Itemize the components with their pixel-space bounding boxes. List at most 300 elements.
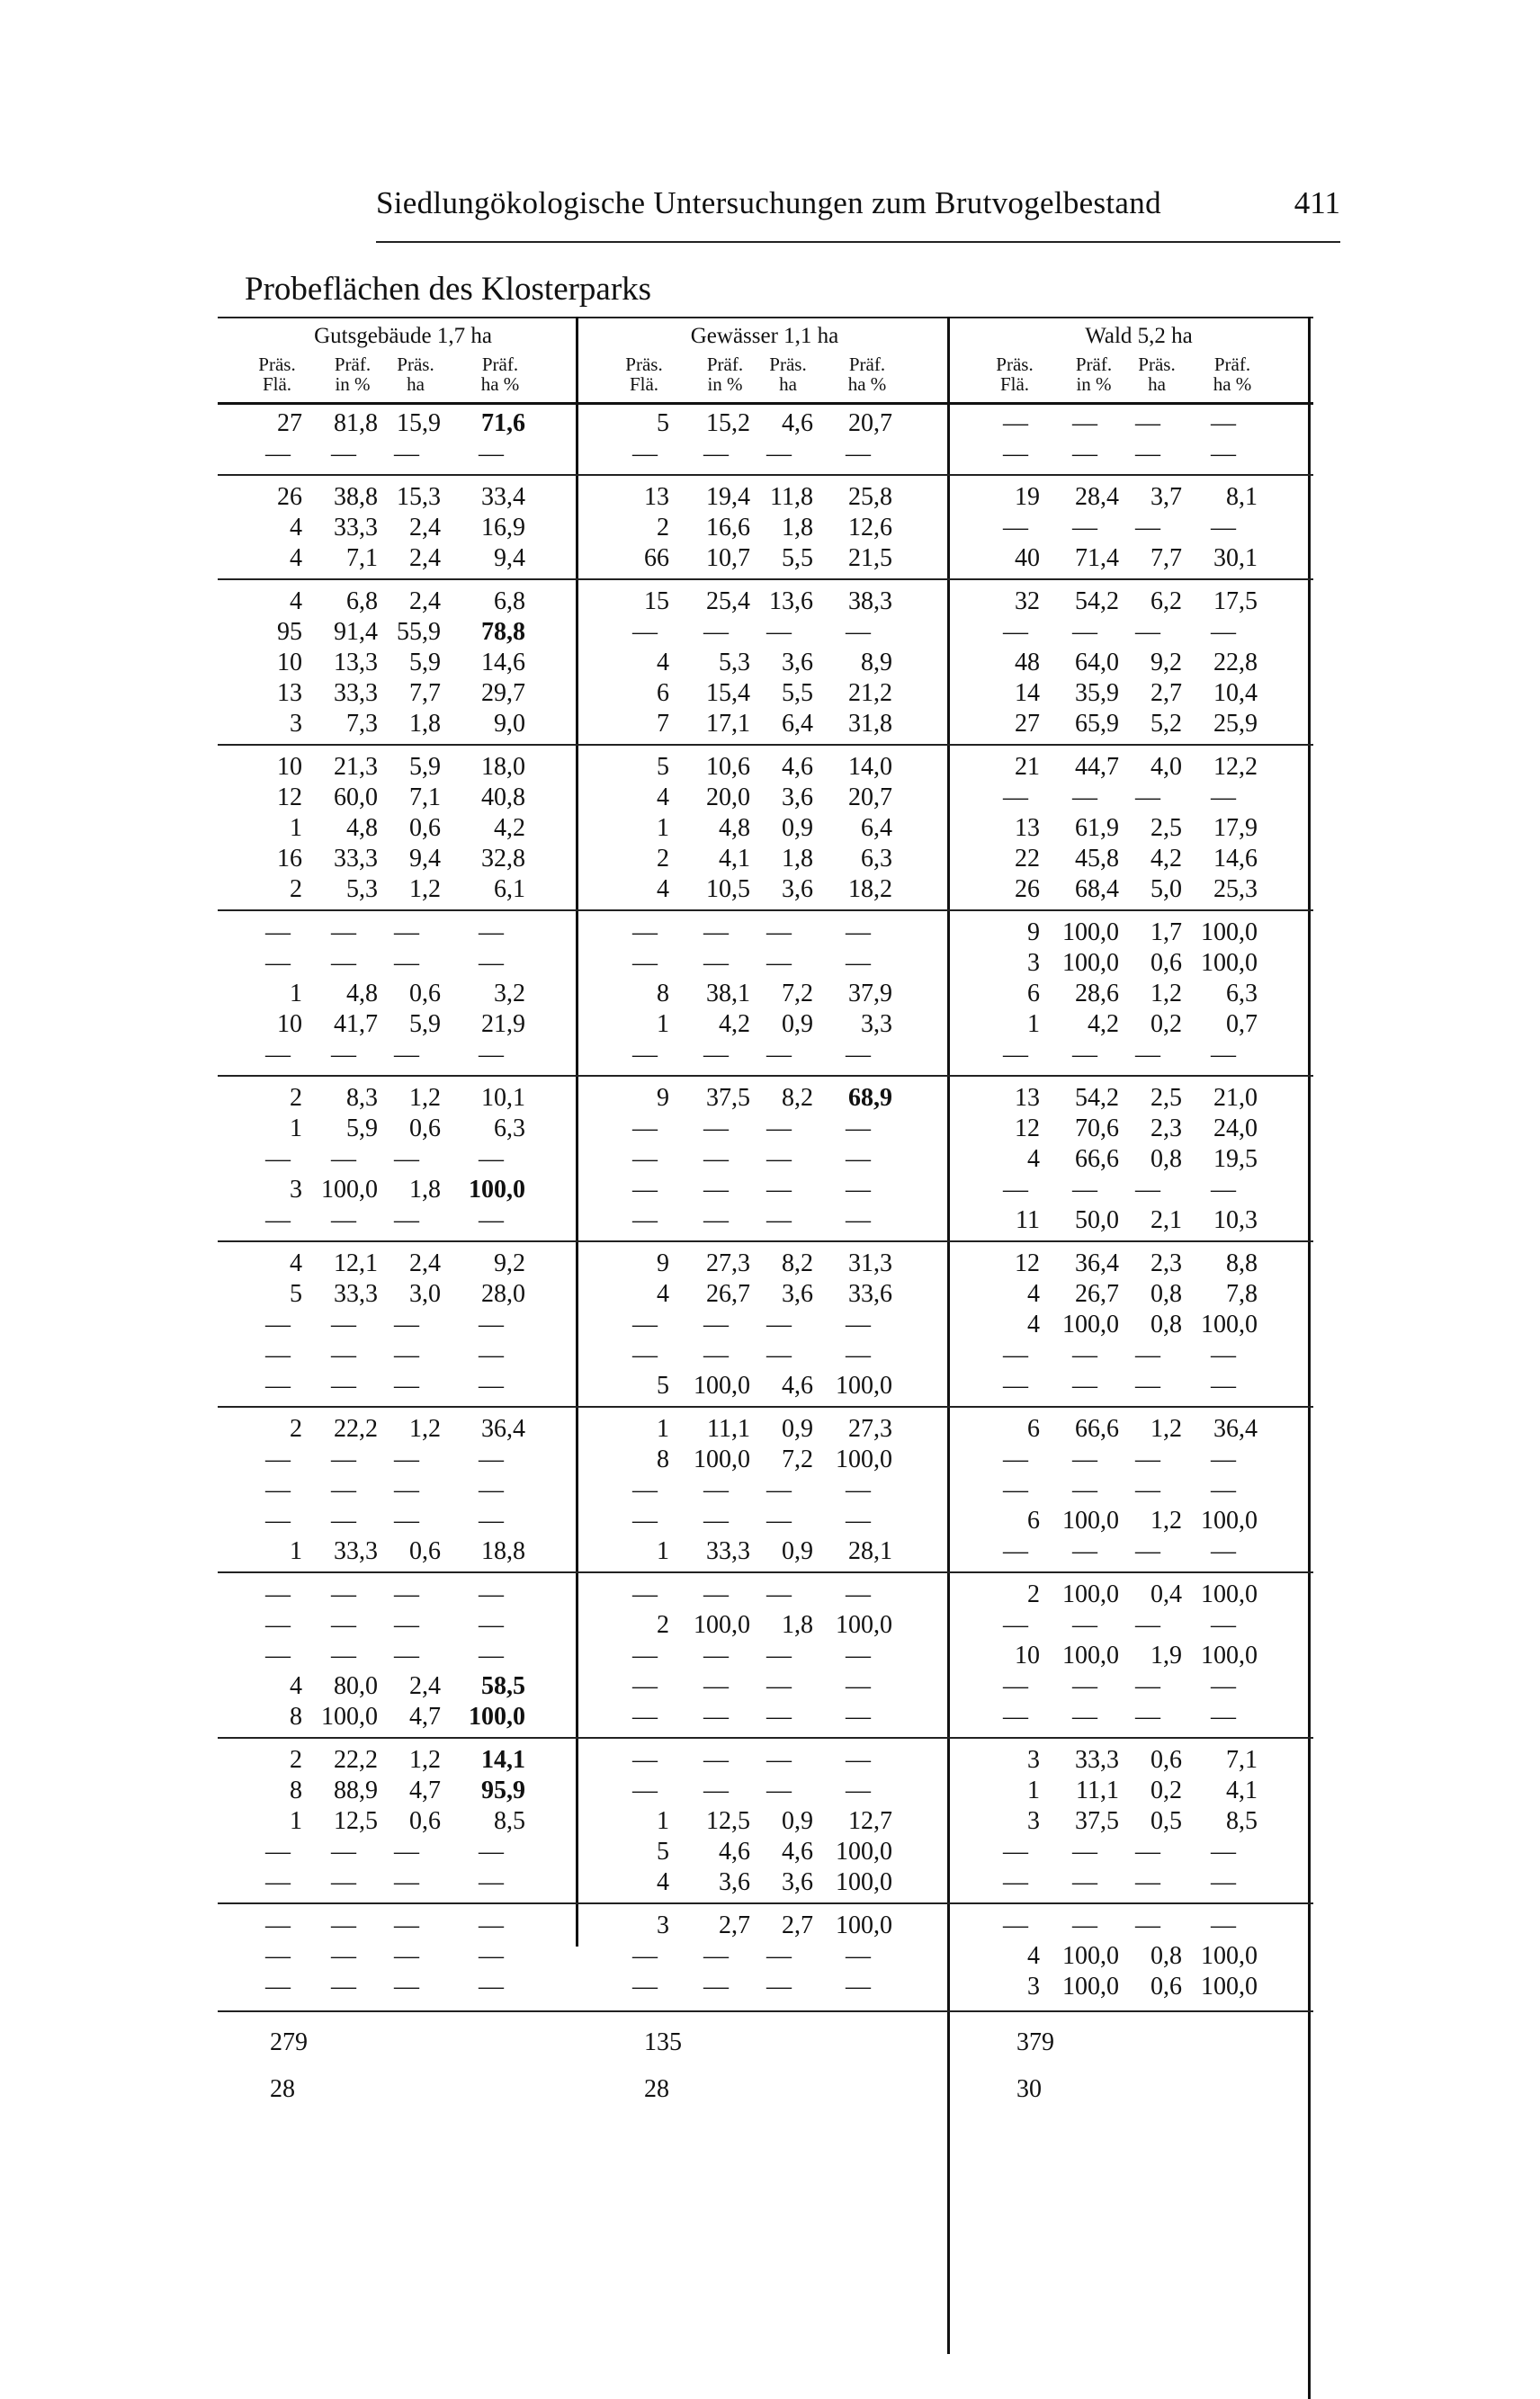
table-cell: — (632, 1176, 658, 1204)
table-cell: 17,9 (1213, 814, 1258, 842)
table-cell: — (394, 918, 419, 946)
table-cell: 0,8 (1151, 1280, 1182, 1308)
table-cell: 9,0 (494, 710, 525, 738)
table-cell: 2 (657, 514, 669, 542)
table-cell: — (265, 1868, 291, 1896)
table-cell: 80,0 (334, 1672, 378, 1700)
table-cell: 16 (277, 845, 302, 873)
table-cell: 1,8 (782, 1611, 813, 1639)
table-cell: — (394, 1973, 419, 2001)
table-cell: — (1003, 1176, 1028, 1204)
table-cell: 12,6 (848, 514, 892, 542)
table-cell: 4,0 (1151, 753, 1182, 781)
table-cell: 3 (290, 710, 302, 738)
table-cell: 20,7 (848, 409, 892, 437)
table-cell: — (703, 1311, 729, 1338)
table-cell: 1 (657, 1537, 669, 1565)
table-cell: — (1003, 1611, 1028, 1639)
table-cell: 6,4 (782, 710, 813, 738)
table-cell: — (1072, 618, 1097, 646)
table-cell: — (703, 1507, 729, 1535)
column-heading: Präf. in % (706, 354, 744, 395)
table-cell: 22,2 (334, 1415, 378, 1443)
table-cell: — (632, 1206, 658, 1234)
table-cell: 61,9 (1075, 814, 1119, 842)
table-cell: — (632, 1777, 658, 1804)
column-heading: Präs. Flä. (258, 354, 296, 395)
table-cell: 19,4 (706, 483, 750, 511)
totals-rule (218, 2010, 1313, 2012)
table-cell: — (703, 918, 729, 946)
table-cell: — (479, 1973, 504, 2001)
table-cell: 10 (1015, 1642, 1040, 1669)
table-cell: — (703, 1145, 729, 1173)
table-cell: — (632, 918, 658, 946)
table-cell: 5 (657, 1372, 669, 1400)
table-cell: — (1135, 1476, 1160, 1504)
table-cell: 3,3 (861, 1010, 892, 1038)
table-cell: 100,0 (1201, 918, 1258, 946)
table-cell: 27 (1015, 710, 1040, 738)
table-cell: — (479, 440, 504, 468)
header-rule (218, 402, 1313, 405)
table-cell: 6 (1027, 1507, 1040, 1535)
table-cell: 0,9 (782, 1415, 813, 1443)
table-cell: — (1135, 1341, 1160, 1369)
table-cell: — (1135, 1611, 1160, 1639)
table-cell: 13 (1015, 814, 1040, 842)
table-cell: 4,6 (719, 1838, 750, 1866)
table-cell: 22,2 (334, 1746, 378, 1774)
column-heading: Präf. ha % (1213, 354, 1252, 395)
total-value: 28 (270, 2075, 295, 2103)
table-cell: 9,2 (494, 1249, 525, 1277)
table-cell: — (632, 1672, 658, 1700)
table-cell: — (846, 1476, 871, 1504)
table-cell: — (394, 1206, 419, 1234)
table-cell: 8,1 (1226, 483, 1258, 511)
table-cell: 4 (657, 1280, 669, 1308)
table-cell: — (632, 1041, 658, 1069)
table-cell: — (331, 1446, 356, 1473)
table-cell: — (265, 1942, 291, 1970)
table-cell: 100,0 (836, 1611, 892, 1639)
table-cell: — (394, 1838, 419, 1866)
table-cell: 29,7 (481, 679, 525, 707)
table-cell: — (846, 1580, 871, 1608)
table-cell: 8 (290, 1777, 302, 1804)
table-cell: 1,8 (782, 845, 813, 873)
table-cell: 5 (657, 409, 669, 437)
table-cell: — (766, 618, 792, 646)
table-cell: 100,0 (1062, 949, 1119, 977)
table-cell: 13 (644, 483, 669, 511)
table-cell: 6 (657, 679, 669, 707)
table-cell: 21,0 (1213, 1084, 1258, 1112)
table-cell: — (1135, 1446, 1160, 1473)
table-cell: — (479, 1446, 504, 1473)
table-cell: — (331, 1341, 356, 1369)
table-cell: 10 (277, 1010, 302, 1038)
table-cell: — (766, 1642, 792, 1669)
table-cell: — (846, 1206, 871, 1234)
table-cell: — (265, 440, 291, 468)
table-cell: — (846, 1703, 871, 1731)
table-cell: 5,9 (409, 649, 441, 676)
table-cell: 81,8 (334, 409, 378, 437)
table-cell: 3 (1027, 1973, 1040, 2001)
table-cell: — (1211, 783, 1236, 811)
table-cell: — (331, 440, 356, 468)
table-cell: 41,7 (334, 1010, 378, 1038)
table-cell: — (1072, 1341, 1097, 1369)
table-cell: — (1072, 1537, 1097, 1565)
table-cell: — (846, 1114, 871, 1142)
table-cell: — (846, 949, 871, 977)
table-cell: — (265, 1145, 291, 1173)
table-cell: — (766, 1176, 792, 1204)
table-cell: 6,8 (346, 587, 378, 615)
table-cell: 0,4 (1151, 1580, 1182, 1608)
table-cell: 65,9 (1075, 710, 1119, 738)
table-cell: 19,5 (1213, 1145, 1258, 1173)
table-cell: 1 (657, 1807, 669, 1835)
table-cell: — (1211, 1868, 1236, 1896)
table-cell: 4,2 (719, 1010, 750, 1038)
table-cell: — (1211, 409, 1236, 437)
table-cell: 8 (290, 1703, 302, 1731)
table-cell: — (1211, 1176, 1236, 1204)
table-cell: — (394, 949, 419, 977)
table-cell: — (766, 918, 792, 946)
table-cell: — (1211, 1838, 1236, 1866)
table-cell: 1,7 (1151, 918, 1182, 946)
table-cell: — (703, 1672, 729, 1700)
table-cell: 100,0 (1201, 1580, 1258, 1608)
table-cell: 5,3 (719, 649, 750, 676)
table-cell: 20,7 (848, 783, 892, 811)
table-cell: — (632, 1703, 658, 1731)
section-divider (218, 1902, 1313, 1904)
table-cell: — (632, 618, 658, 646)
table-cell: 54,2 (1075, 587, 1119, 615)
table-cell: 37,9 (848, 980, 892, 1007)
table-cell: — (1072, 1703, 1097, 1731)
table-cell: — (632, 1942, 658, 1970)
table-cell: 55,9 (397, 618, 441, 646)
table-cell: 8,3 (346, 1084, 378, 1112)
table-cell: 24,0 (1213, 1114, 1258, 1142)
table-cell: 10,7 (706, 544, 750, 572)
table-cell: — (394, 1311, 419, 1338)
table-cell: 12,5 (706, 1807, 750, 1835)
table-cell: 2 (657, 845, 669, 873)
table-cell: 8 (657, 1446, 669, 1473)
table-cell: 6,2 (1151, 587, 1182, 615)
table-cell: — (703, 618, 729, 646)
table-cell: — (331, 1580, 356, 1608)
table-cell: 37,5 (1075, 1807, 1119, 1835)
table-cell: 1 (290, 1537, 302, 1565)
table-cell: 10,6 (706, 753, 750, 781)
table-cell: 15 (644, 587, 669, 615)
table-cell: 100,0 (1201, 1942, 1258, 1970)
table-cell: — (265, 1372, 291, 1400)
table-cell: 8,9 (861, 649, 892, 676)
table-cell: 32 (1015, 587, 1040, 615)
table-cell: 4 (1027, 1280, 1040, 1308)
table-cell: 4 (1027, 1145, 1040, 1173)
table-cell: 2,4 (409, 1249, 441, 1277)
table-cell: — (1211, 1672, 1236, 1700)
table-cell: 44,7 (1075, 753, 1119, 781)
table-cell: 100,0 (1062, 1642, 1119, 1669)
table-cell: 68,9 (848, 1084, 892, 1112)
table-cell: 2,5 (1151, 814, 1182, 842)
table-cell: — (331, 1206, 356, 1234)
table-cell: — (1135, 1911, 1160, 1939)
table-cell: 4,8 (346, 980, 378, 1007)
table-cell: 15,2 (706, 409, 750, 437)
table-cell: — (703, 949, 729, 977)
table-cell: 4,6 (782, 1838, 813, 1866)
table-cell: 4,1 (719, 845, 750, 873)
table-cell: 7,1 (409, 783, 441, 811)
table-cell: 7,8 (1226, 1280, 1258, 1308)
table-cell: 6,1 (494, 875, 525, 903)
table-cell: — (1211, 1703, 1236, 1731)
table-cell: — (265, 1476, 291, 1504)
table-cell: — (766, 949, 792, 977)
table-cell: — (479, 1838, 504, 1866)
table-cell: — (632, 1580, 658, 1608)
table-cell: — (394, 1911, 419, 1939)
table-cell: — (766, 1206, 792, 1234)
table-cell: 6,8 (494, 587, 525, 615)
table-cell: — (331, 1145, 356, 1173)
table-cell: — (846, 918, 871, 946)
table-cell: — (394, 440, 419, 468)
table-cell: — (632, 1507, 658, 1535)
table-cell: 3,6 (782, 1868, 813, 1896)
table-cell: 4 (290, 544, 302, 572)
table-cell: 21,2 (848, 679, 892, 707)
table-cell: 8,2 (782, 1084, 813, 1112)
table-cell: 54,2 (1075, 1084, 1119, 1112)
table-cell: 7,7 (409, 679, 441, 707)
total-value: 28 (644, 2075, 669, 2103)
section-divider (218, 578, 1313, 580)
table-cell: 50,0 (1075, 1206, 1119, 1234)
table-cell: — (479, 1942, 504, 1970)
table-cell: 100,0 (694, 1372, 750, 1400)
table-cell: 13,3 (334, 649, 378, 676)
table-cell: — (1211, 514, 1236, 542)
table-cell: 2,7 (719, 1911, 750, 1939)
table-cell: 12,1 (334, 1249, 378, 1277)
table-cell: — (479, 1041, 504, 1069)
table-cell: 9,2 (1151, 649, 1182, 676)
table-cell: — (394, 1446, 419, 1473)
table-cell: 12 (1015, 1114, 1040, 1142)
table-cell: — (1135, 618, 1160, 646)
table-cell: 1,2 (1151, 980, 1182, 1007)
total-value: 30 (1016, 2075, 1042, 2103)
table-cell: 1,2 (409, 1415, 441, 1443)
table-cell: — (1135, 514, 1160, 542)
table-cell: 45,8 (1075, 845, 1119, 873)
table-cell: — (1072, 440, 1097, 468)
total-value: 279 (270, 2028, 308, 2056)
table-cell: 38,8 (334, 483, 378, 511)
table-cell: — (1211, 1341, 1236, 1369)
table-cell: — (766, 1114, 792, 1142)
table-cell: — (1003, 1446, 1028, 1473)
table-cell: 4,8 (346, 814, 378, 842)
table-cell: 9 (657, 1084, 669, 1112)
table-cell: — (703, 1041, 729, 1069)
table-cell: — (1211, 1611, 1236, 1639)
table-cell: — (394, 1611, 419, 1639)
table-cell: 95,9 (481, 1777, 525, 1804)
table-cell: 2,5 (1151, 1084, 1182, 1112)
table-cell: — (703, 1973, 729, 2001)
column-heading: Präf. in % (334, 354, 372, 395)
table-cell: 33,3 (334, 1280, 378, 1308)
table-cell: — (1135, 440, 1160, 468)
table-cell: 3,6 (782, 875, 813, 903)
table-cell: 25,9 (1213, 710, 1258, 738)
table-cell: — (1003, 1838, 1028, 1866)
header-rule (376, 241, 1340, 243)
table-cell: — (1003, 618, 1028, 646)
table-cell: 0,6 (409, 814, 441, 842)
table-cell: 3 (1027, 949, 1040, 977)
table-cell: 11,8 (770, 483, 813, 511)
table-cell: 2 (290, 1746, 302, 1774)
table-cell: 26 (277, 483, 302, 511)
table-cell: 10,1 (481, 1084, 525, 1112)
table-cell: — (479, 1911, 504, 1939)
table-cell: 13,6 (769, 587, 813, 615)
table-cell: 14,6 (481, 649, 525, 676)
table-cell: 0,6 (409, 1537, 441, 1565)
table-cell: — (846, 1507, 871, 1535)
table-cell: 5 (657, 753, 669, 781)
table-cell: — (394, 1507, 419, 1535)
table-cell: — (331, 1476, 356, 1504)
table-cell: 100,0 (836, 1446, 892, 1473)
table-cell: — (703, 1777, 729, 1804)
table-cell: 6,4 (861, 814, 892, 842)
table-cell: — (479, 1642, 504, 1669)
table-cell: 6,3 (861, 845, 892, 873)
table-cell: 100,0 (1062, 1580, 1119, 1608)
table-cell: — (1211, 1446, 1236, 1473)
table-cell: — (766, 1973, 792, 2001)
table-cell: 16,9 (481, 514, 525, 542)
table-title: Probeflächen des Klosterparks (245, 271, 652, 308)
table-cell: 19 (1015, 483, 1040, 511)
table-cell: 10,3 (1213, 1206, 1258, 1234)
table-cell: — (394, 1341, 419, 1369)
table-cell: — (846, 618, 871, 646)
table-cell: 36,4 (1213, 1415, 1258, 1443)
table-cell: 27,3 (706, 1249, 750, 1277)
table-cell: 7,7 (1151, 544, 1182, 572)
table-cell: — (1135, 1672, 1160, 1700)
table-cell: — (1003, 1868, 1028, 1896)
table-cell: 38,3 (848, 587, 892, 615)
group-title: Gutsgebäude 1,7 ha (314, 324, 492, 348)
table-cell: 100,0 (1201, 1311, 1258, 1338)
group-divider (576, 317, 578, 1947)
table-cell: 33,3 (334, 845, 378, 873)
table-cell: — (331, 918, 356, 946)
table-cell: 1 (290, 1807, 302, 1835)
table-cell: — (1211, 440, 1236, 468)
table-cell: 21,3 (334, 753, 378, 781)
table-cell: 0,6 (1151, 1973, 1182, 2001)
table-cell: 0,8 (1151, 1311, 1182, 1338)
table-cell: — (846, 1672, 871, 1700)
table-cell: 91,4 (334, 618, 378, 646)
table-cell: 1,2 (1151, 1415, 1182, 1443)
table-cell: 4 (290, 587, 302, 615)
table-cell: 100,0 (1062, 1507, 1119, 1535)
table-cell: — (1072, 1868, 1097, 1896)
table-cell: 3 (1027, 1746, 1040, 1774)
table-cell: 4 (290, 1249, 302, 1277)
table-cell: 15,3 (397, 483, 441, 511)
table-cell: 8 (657, 980, 669, 1007)
section-divider (218, 1075, 1313, 1077)
table-cell: 100,0 (1201, 1507, 1258, 1535)
table-cell: — (1072, 1672, 1097, 1700)
table-cell: 33,3 (706, 1537, 750, 1565)
table-cell: — (1211, 1476, 1236, 1504)
table-cell: — (265, 1580, 291, 1608)
table-cell: 66 (644, 544, 669, 572)
table-cell: 4 (290, 514, 302, 542)
table-cell: 10 (277, 649, 302, 676)
table-cell: 33,3 (334, 679, 378, 707)
table-cell: — (1003, 1672, 1028, 1700)
table-cell: 37,5 (706, 1084, 750, 1112)
table-cell: — (846, 1973, 871, 2001)
table-cell: 1 (290, 1114, 302, 1142)
table-cell: — (766, 1145, 792, 1173)
table-cell: 1 (657, 814, 669, 842)
table-cell: 11,1 (707, 1415, 750, 1443)
table-cell: 2,4 (409, 514, 441, 542)
column-heading: Präf. in % (1075, 354, 1113, 395)
table-cell: 18,0 (481, 753, 525, 781)
table-cell: — (265, 1911, 291, 1939)
table-cell: — (1072, 1176, 1097, 1204)
table-cell: — (703, 1580, 729, 1608)
table-cell: 2,3 (1151, 1114, 1182, 1142)
table-cell: — (265, 1206, 291, 1234)
table-cell: 100,0 (321, 1176, 378, 1204)
table-cell: 0,2 (1151, 1010, 1182, 1038)
table-cell: — (1003, 1703, 1028, 1731)
table-cell: 5,2 (1151, 710, 1182, 738)
group-divider (947, 317, 950, 2354)
table-cell: — (1003, 1911, 1028, 1939)
table-cell: — (1135, 1176, 1160, 1204)
table-cell: 0,9 (782, 814, 813, 842)
